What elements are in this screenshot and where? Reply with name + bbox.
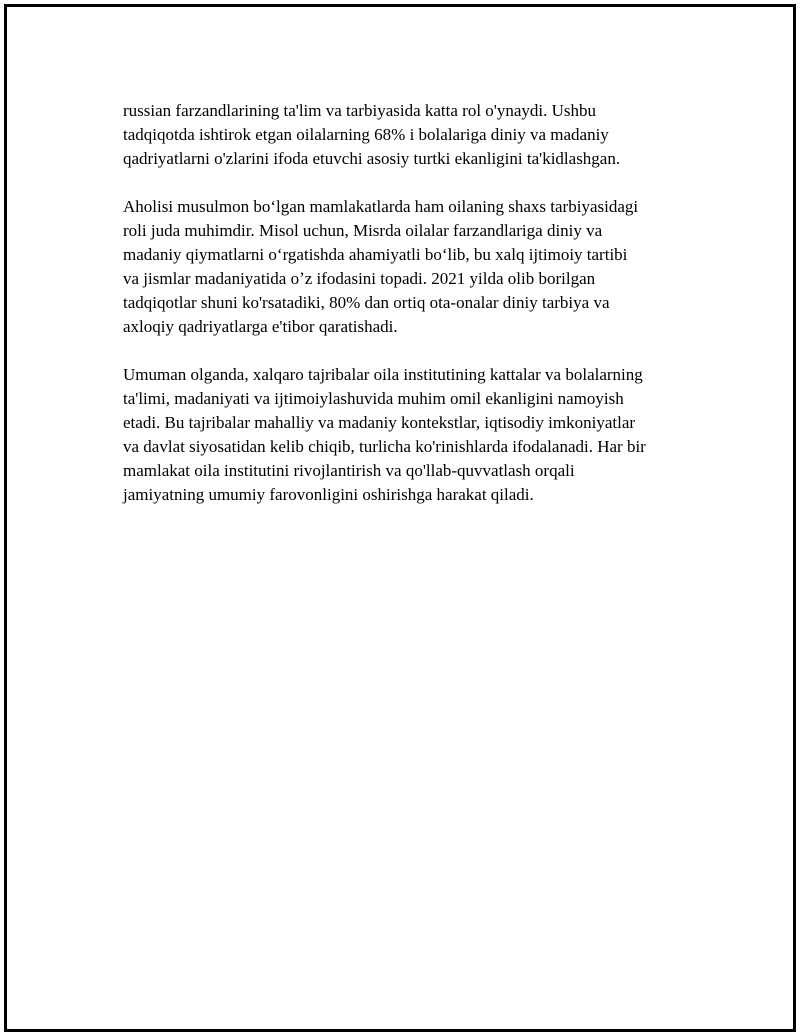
paragraph-3 <box>123 363 713 507</box>
text-line: tadqiqotda ishtirok etgan oilalarning 68% i bolalariga diniy va madaniy <box>123 125 609 144</box>
text-line: ta'limi, madaniyati va ijtimoiylashuvida muhim omil ekanligini namoyish <box>123 389 624 408</box>
text-line: va jismlar madaniyatida oʼz ifodasini topadi. 2021 yilda olib borilgan <box>123 269 596 288</box>
paragraph-2 <box>123 195 713 339</box>
paragraph-1 <box>123 99 713 171</box>
text-line: madaniy qiymatlarni oʻrgatishda ahamiyatli boʻlib, bu xalq ijtimoiy tartibi <box>123 245 628 264</box>
text-line: jamiyatning umumiy farovonligini oshirishga harakat qiladi. <box>123 485 534 504</box>
text-line: russian farzandlarining ta'lim va tarbiyasida katta rol o'ynaydi. Ushbu <box>123 101 597 120</box>
text-line: etadi. Bu tajribalar mahalliy va madaniy kontekstlar, iqtisodiy imkoniyatlar <box>123 413 636 432</box>
text-line: tadqiqotlar shuni ko'rsatadiki, 80% dan ortiq ota-onalar diniy tarbiya va <box>123 293 610 312</box>
text-line: qadriyatlarni o'zlarini ifoda etuvchi asosiy turtki ekanligini ta'kidlashgan. <box>123 149 621 168</box>
text-line: mamlakat oila institutini rivojlantirish va qo'llab-quvvatlash orqali <box>123 461 575 480</box>
text-line: roli juda muhimdir. Misol uchun, Misrda oilalar farzandlariga diniy va <box>123 221 603 240</box>
text-line: axloqiy qadriyatlarga e'tibor qaratishadi. <box>123 317 398 336</box>
text-line: Aholisi musulmon boʻlgan mamlakatlarda ham oilaning shaxs tarbiyasidagi <box>123 197 639 216</box>
document-body <box>123 99 713 531</box>
text-line: Umuman olganda, xalqaro tajribalar oila institutining kattalar va bolalarning <box>123 365 643 384</box>
page-frame <box>4 4 796 1032</box>
text-line: va davlat siyosatidan kelib chiqib, turlicha ko'rinishlarda ifodalanadi. Har bir <box>123 437 646 456</box>
